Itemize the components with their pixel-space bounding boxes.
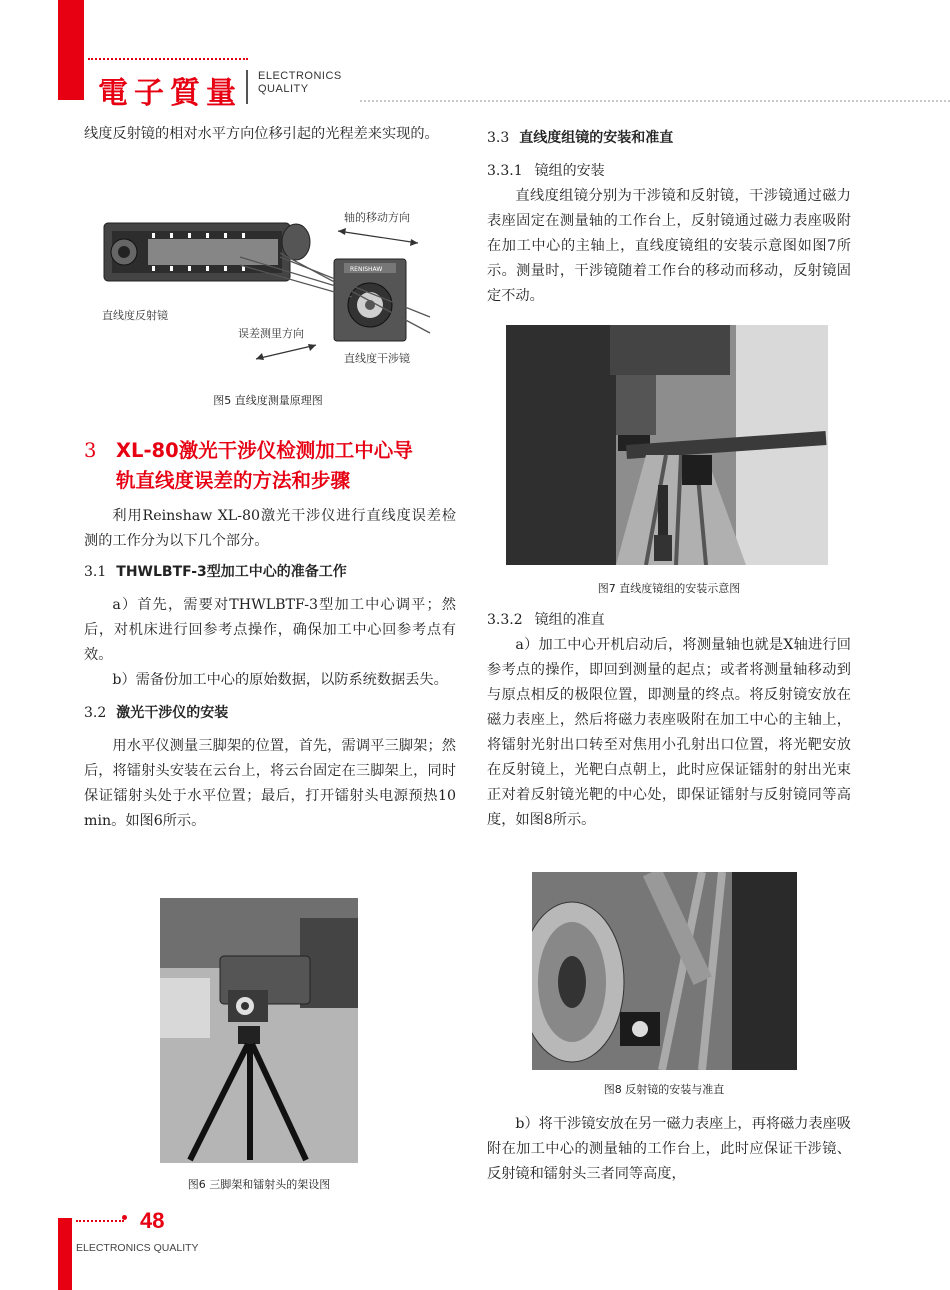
figure-8-photo bbox=[532, 872, 797, 1070]
paragraph: b）将干涉镜安放在另一磁力表座上，再将磁力表座吸附在加工中心的测量轴的工作台上，此时应保证干涉镜、反射镜和镭射头三者同等高度， bbox=[487, 1116, 851, 1182]
right-column-bottom bbox=[487, 1112, 851, 1187]
footer-journal-name: ELECTRONICS QUALITY bbox=[76, 1242, 199, 1254]
figure-8-caption: 图8 反射镜的安装与准直 bbox=[603, 1083, 725, 1096]
footer-red-bar bbox=[58, 1218, 72, 1290]
section-3-number: 3 bbox=[84, 439, 97, 462]
figure-5-caption: 图5 直线度测量原理图 bbox=[213, 394, 323, 407]
label-interferometer: 直线度干涉镜 bbox=[344, 352, 410, 365]
section-3-title-line1: XL-80激光干涉仪检测加工中心导 bbox=[116, 439, 413, 462]
figure-8-image bbox=[532, 872, 797, 1070]
section-3 bbox=[84, 436, 456, 834]
figure-7-photo bbox=[506, 325, 828, 565]
header-red-bar bbox=[58, 0, 84, 100]
paragraph: 利用Reinshaw XL-80激光干涉仪进行直线度误差检测的工作分为以下几个部分。 bbox=[84, 508, 456, 549]
subsection-3-1-heading: 3.1 THWLBTF-3型加工中心的准备工作 bbox=[84, 564, 347, 580]
subsection-3-3-heading: 3.3 直线度组镜的安装和准直 bbox=[487, 130, 674, 146]
journal-name-en-line1: ELECTRONICS bbox=[258, 70, 342, 82]
figure-7-caption: 图7 直线度镜组的安装示意图 bbox=[597, 582, 741, 595]
label-reflector: 直线度反射镜 bbox=[102, 309, 168, 322]
figure-6-caption: 图6 三脚架和镭射头的架设图 bbox=[187, 1178, 331, 1191]
paragraph: 直线度组镜分别为干涉镜和反射镜，干涉镜通过磁力表座固定在测量轴的工作台上，反射镜通过磁力表座吸附在加工中心的主轴上，直线度镜组的安装示意图如图7所示。测量时，干涉镜随着工作台的移动而移动，反射镜固定不动。 bbox=[487, 188, 851, 304]
figure-5 bbox=[90, 195, 450, 375]
journal-name-en-line2: QUALITY bbox=[258, 83, 309, 95]
right-column-top bbox=[487, 126, 851, 309]
figure-6-photo bbox=[160, 898, 358, 1163]
header-dotted-rule bbox=[88, 58, 248, 60]
paragraph: a）加工中心开机启动后，将测量轴也就是X轴进行回参考点的操作，即回到测量的起点；或者将测量轴移动到与原点相反的极限位置，即测量的终点。将反射镜安放在磁力表座上，然后将磁力表座吸附在加工中心的主轴上，将镭射光射出口转至对焦用小孔射出口位置，将光靶安放在反射镜上，光靶白点朝上，此时应保证镭射的射出光束正对着反射镜光靶的中心处，即保证镭射与反射镜同等高度，如图8所示。 bbox=[487, 637, 851, 828]
subsection-3-3-1-heading: 3.3.1 镜组的安装 bbox=[487, 163, 605, 179]
logo-separator bbox=[246, 70, 248, 104]
brand-label: RENISHAW bbox=[350, 266, 383, 273]
section-3-heading bbox=[84, 436, 456, 496]
paragraph: b）需备份加工中心的原始数据，以防系统数据丢失。 bbox=[112, 672, 448, 688]
paragraph: 用水平仪测量三脚架的位置，首先，需调平三脚架；然后，将镭射头安装在云台上，将云台固定在三脚架上，同时保证镭射头处于水平位置；最后，打开镭射头电源预热10 min。如图6所示。 bbox=[84, 738, 456, 829]
paragraph: 线度反射镜的相对水平方向位移引起的光程差来实现的。 bbox=[84, 126, 439, 142]
label-error-direction: 误差测里方向 bbox=[238, 327, 304, 340]
left-column bbox=[84, 122, 452, 147]
subsection-3-2-heading: 3.2 激光干涉仪的安装 bbox=[84, 705, 229, 721]
label-axis-direction: 轴的移动方向 bbox=[344, 211, 410, 224]
header-divider bbox=[360, 100, 950, 102]
figure-6-image bbox=[160, 898, 358, 1163]
subsection-3-3-2-heading: 3.3.2 镜组的准直 bbox=[487, 612, 605, 628]
footer-bullet bbox=[122, 1215, 127, 1220]
right-column-middle bbox=[487, 608, 851, 833]
page-number: 48 bbox=[140, 1208, 165, 1233]
section-3-title-line2: 轨直线度误差的方法和步骤 bbox=[116, 469, 351, 492]
footer-dotted-rule bbox=[76, 1220, 124, 1222]
figure-7-image bbox=[506, 325, 828, 565]
paragraph: a）首先，需要对THWLBTF-3型加工中心调平；然后，对机床进行回参考点操作，确保加工中心回参考点有效。 bbox=[84, 597, 456, 663]
journal-logo: 電子質量 bbox=[98, 76, 242, 111]
journal-name-en bbox=[258, 70, 342, 96]
